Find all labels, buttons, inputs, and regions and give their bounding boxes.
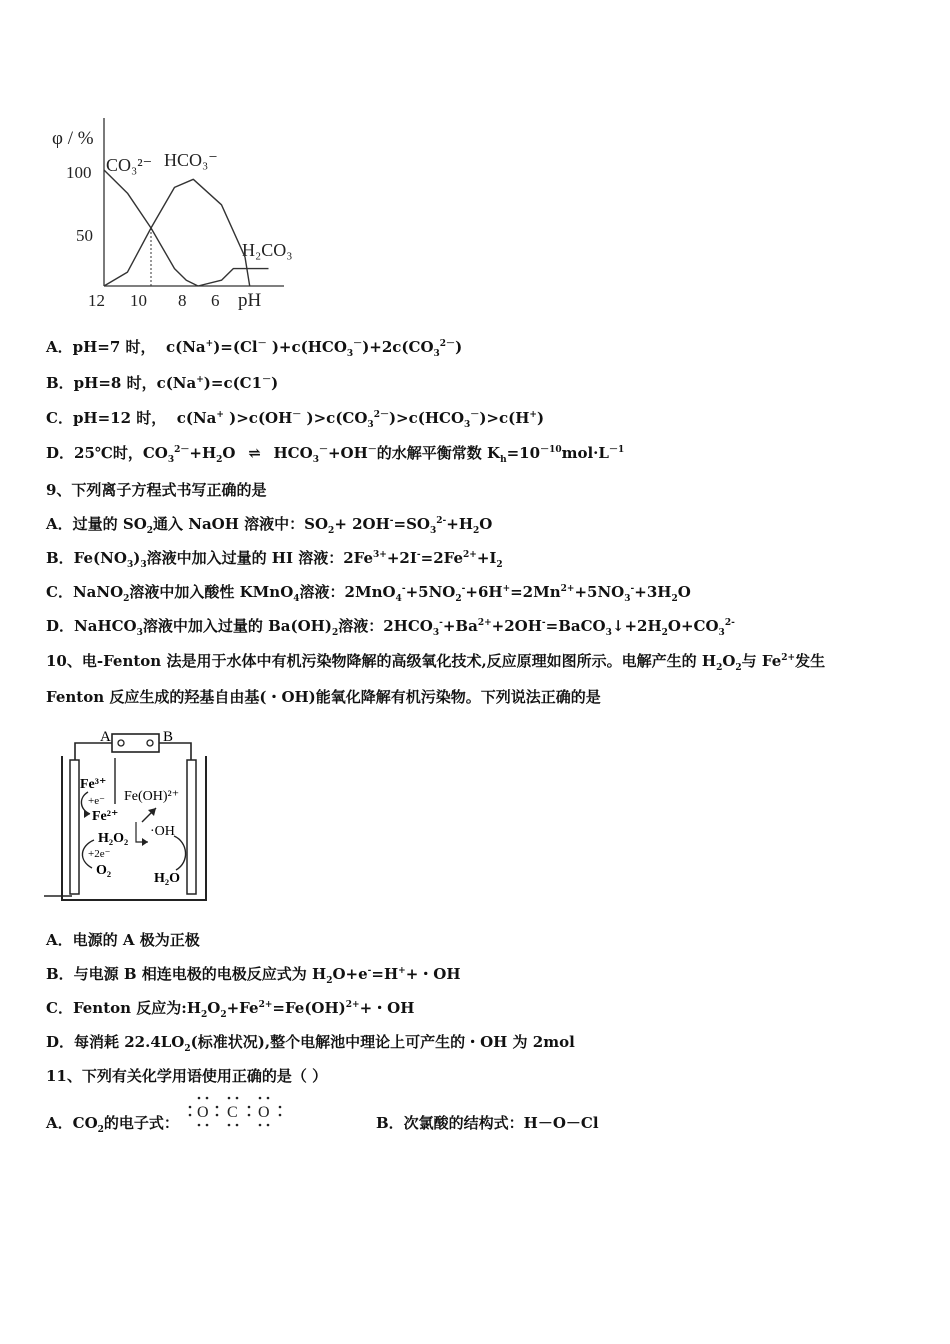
q11-stem: 11、下列有关化学用语使用正确的是（ ） bbox=[46, 1067, 328, 1085]
q10-option-d: D．每消耗 $22.4LO_2$(标准状况),整个电解池中理论上可产生的・OH 为 2mol bbox=[46, 1033, 575, 1054]
y-tick-100: 100 bbox=[66, 163, 92, 182]
q9-option-a: A．过量的 $SO_2$通入 NaOH 溶液中：$SO_2+ 2OH^-=SO_3^{2-}+H_2O$ bbox=[46, 515, 493, 536]
label-h2o2: H₂O₂ bbox=[98, 831, 129, 846]
label-oh: ·OH bbox=[150, 824, 175, 839]
series-label-h2co3: H₂CO₃ bbox=[242, 240, 293, 260]
q11-option-a: A．$CO_2$的电子式： bbox=[46, 1114, 179, 1135]
q10-stem-line1: 10、电-Fenton 法是用于水体中有机污染物降解的高级氧化技术,反应原理如图所示。电解产生的 $H_2O_2$与 $Fe^{2+}$发生 bbox=[46, 652, 826, 673]
q10-stem-line2: Fenton 反应生成的羟基自由基(・OH)能氧化降解有机污染物。下列说法正确的是 bbox=[46, 688, 601, 706]
terminal-b bbox=[147, 740, 153, 746]
atom-o-right: O bbox=[258, 1104, 270, 1121]
q9-option-d: D．NaHCO$_3$溶液中加入过量的 $Ba(OH)_2$溶液：$2HCO_3^-+Ba^{2+}+2OH^-=BaCO_3↓+2H_2O+CO_3^{2-}$ bbox=[46, 617, 735, 638]
q8-option-a: A．pH=7 时， c(Na+)=(Cl－ )$+c(HCO_3^-)+2c(CO_3^{2-})$ bbox=[46, 338, 463, 359]
q8-option-c: C．pH=12 时， c(Na+ )>c(OH－ )$>c(CO_3^{2-})>c(HCO_3^-)>c(H^+)$ bbox=[46, 409, 545, 430]
label-b: B bbox=[163, 729, 174, 745]
q9-stem: 9、下列离子方程式书写正确的是 bbox=[46, 481, 267, 499]
y-tick-50: 50 bbox=[76, 226, 93, 245]
label-a: A bbox=[100, 729, 111, 745]
q10-option-c: C．Fenton 反应为$:H_2O_2+Fe^{2+}=Fe(OH)^{2+}+$・OH bbox=[46, 999, 415, 1020]
q10-option-a: A．电源的 A 极为正极 bbox=[46, 931, 200, 949]
electrolysis-diagram bbox=[44, 724, 219, 909]
electrode-right bbox=[187, 760, 196, 894]
electrode-left bbox=[70, 760, 79, 894]
label-feoh: Fe(OH)²⁺ bbox=[124, 789, 180, 804]
x-tick-12: 12 bbox=[88, 291, 105, 310]
label-fe3: Fe³⁺ bbox=[80, 777, 107, 792]
x-tick-10: 10 bbox=[130, 291, 147, 310]
x-tick-8: 8 bbox=[178, 291, 187, 310]
y-axis-label: φ / % bbox=[52, 128, 94, 149]
x-axis-label: pH bbox=[238, 290, 262, 311]
distribution-chart bbox=[46, 110, 306, 315]
q9-option-b: B．$Fe(NO_3)_3$溶液中加入过量的 HI 溶液：$2Fe^{3+}+2I^-=2Fe^{2+}+I_2$ bbox=[46, 549, 503, 570]
q9-option-c: C．NaNO$_2$溶液中加入酸性 KMnO$_4$溶液：$2MnO_4^-+5NO_2^-+6H^+=2Mn^{2+}+5NO_3^-+3H_2O$ bbox=[46, 583, 691, 604]
label-o2: O₂ bbox=[96, 863, 112, 878]
arrowhead-fe2 bbox=[84, 810, 90, 818]
terminal-a bbox=[118, 740, 124, 746]
arrowhead-oh bbox=[142, 838, 148, 846]
chart-series-group bbox=[104, 170, 269, 286]
q8-option-d: D．25℃时，$CO_3^{2-}+H_2O$ ⇌ $HCO_3^-+OH^-$的水解平衡常数 $K_h=10^{-10}mol\cdot L^{-1}$ bbox=[46, 444, 625, 465]
label-e1: +e⁻ bbox=[88, 795, 105, 807]
x-tick-6: 6 bbox=[211, 291, 220, 310]
series-label-hco3: HCO₃⁻ bbox=[164, 150, 218, 170]
atom-o-left: O bbox=[197, 1104, 209, 1121]
label-e2: +2e⁻ bbox=[88, 848, 111, 860]
atom-c: C bbox=[227, 1104, 238, 1121]
co2-electron-formula bbox=[186, 1094, 286, 1134]
q10-option-b: B．与电源 B 相连电极的电极反应式为 $H_2O+e^-=H^++$・OH bbox=[46, 965, 461, 986]
q11-option-b: B．次氯酸的结构式：H－O－Cl bbox=[376, 1114, 599, 1132]
label-h2o: H₂O bbox=[154, 871, 180, 886]
q8-option-b: B．pH=8 时，c(Na+)=c(C1－) bbox=[46, 374, 279, 392]
arrow-h2o-to-oh bbox=[174, 836, 186, 870]
series-label-co3: CO₃²⁻ bbox=[106, 155, 153, 175]
series-line-2 bbox=[198, 269, 269, 286]
label-fe2: Fe²⁺ bbox=[92, 809, 119, 824]
